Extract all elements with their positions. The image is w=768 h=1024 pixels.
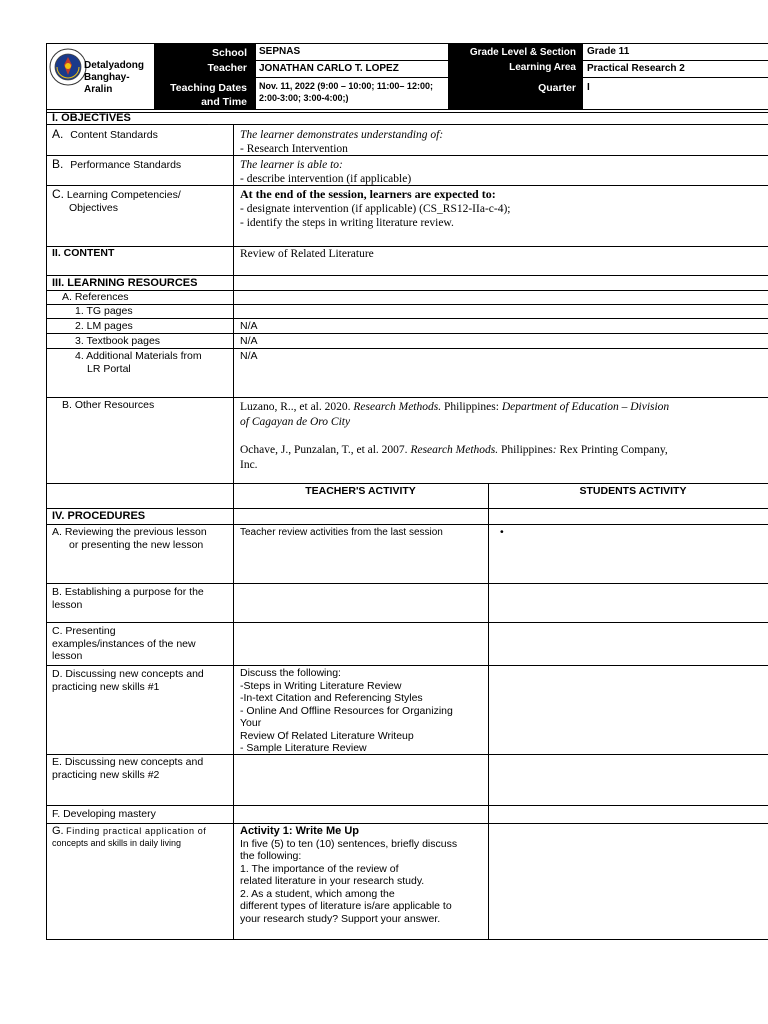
procedure-a-teacher: Teacher review activities from the last session <box>240 527 443 538</box>
references-label: A. References <box>62 291 129 303</box>
grade-value: Grade 11 <box>587 46 630 57</box>
content-standards-label: A. Content Standards <box>52 127 158 141</box>
procedure-d-label: D. Discussing new concepts and practicing new skills #1 <box>52 668 204 693</box>
performance-standards-label: B. Performance Standards <box>52 157 182 171</box>
procedure-f-label: F. Developing mastery <box>52 808 156 820</box>
procedure-e-label: E. Discussing new concepts and practicing new skills #2 <box>52 756 204 781</box>
textbook-pages-value: N/A <box>240 335 258 347</box>
objectives-heading: I. OBJECTIVES <box>52 112 131 124</box>
grade-level-label: Grade Level & Section <box>469 47 576 58</box>
students-activity-header: STUDENTS ACTIVITY <box>579 485 687 497</box>
additional-materials-label: 4. Additional Materials from LR Portal <box>75 350 202 375</box>
learning-competencies-label: C. Learning Competencies/ Objectives <box>52 187 181 214</box>
performance-standards-value: The learner is able to: - describe intervention (if applicable) <box>240 159 412 185</box>
teaching-time-label: and Time <box>201 96 247 108</box>
teaching-dates-label: Teaching Dates <box>170 82 247 94</box>
additional-materials-value: N/A <box>240 350 258 362</box>
lm-pages-value: N/A <box>240 320 258 332</box>
textbook-pages-label: 3. Textbook pages <box>75 335 161 347</box>
school-value: SEPNAS <box>259 46 301 57</box>
quarter-label: Quarter <box>538 82 576 94</box>
procedure-c-label: C. Presenting examples/instances of the new lesson <box>52 625 196 662</box>
reference-2: Ochave, J., Punzalan, T., et al. 2007. Research Methods. Philippines: Rex Printing Company, Inc. <box>240 444 668 471</box>
learning-area-label: Learning Area <box>509 62 576 73</box>
activity-title: Activity 1: Write Me Up <box>240 825 359 837</box>
learning-resources-heading: III. LEARNING RESOURCES <box>52 277 198 289</box>
other-resources-label: B. Other Resources <box>62 399 155 411</box>
lm-pages-label: 2. LM pages <box>75 320 133 332</box>
procedure-a-label: A. Reviewing the previous lesson or presenting the new lesson <box>52 526 207 551</box>
procedures-heading: IV. PROCEDURES <box>52 510 146 522</box>
procedure-g-teacher: Activity 1: Write Me Up In five (5) to ten (10) sentences, briefly discuss the following: 1. The importance of the review of related literature in your research study. 2. As a student, which among the different types of literature is/are applicable to your research study? Support your answer. <box>240 825 458 925</box>
procedure-b-label: B. Establishing a purpose for the lesson <box>52 586 204 611</box>
procedure-d-teacher: Discuss the following: -Steps in Writing Literature Review -In-text Citation and Referencing Styles - Online And Offline Resources for Organizing Your Review Of Related Literature Writeup - Sample Literature Review <box>240 667 453 754</box>
school-label: School <box>211 47 247 59</box>
learning-competencies-value: At the end of the session, learners are expected to: - designate intervention (if applicable) (CS_RS12-IIa-c-4); - identify the steps in writing literature review. <box>240 187 511 229</box>
reference-1: Luzano, R.., et al. 2020. Research Methods. Philippines: Department of Education – Division of Cagayan de Oro City <box>240 401 670 428</box>
learning-area-value: Practical Research 2 <box>587 63 685 74</box>
teacher-label: Teacher <box>207 62 247 74</box>
content-heading: II. CONTENT <box>52 247 115 259</box>
teacher-value: JONATHAN CARLO T. LOPEZ <box>259 63 399 74</box>
logo-title: Detalyadong Banghay- Aralin <box>84 60 145 95</box>
content-standards-value: The learner demonstrates understanding of: - Research Intervention <box>240 129 444 155</box>
teaching-dates-value: Nov. 11, 2022 (9:00 – 10:00; 11:00– 12:00; 2:00-3:00; 3:00-4:00;) <box>259 81 433 103</box>
deped-seal-logo <box>48 45 88 89</box>
content-value: Review of Related Literature <box>240 248 374 260</box>
procedure-g-label: G. Finding practical application of concepts and skills in daily living <box>52 825 207 848</box>
quarter-value: I <box>587 82 590 93</box>
tg-pages-label: 1. TG pages <box>75 305 133 317</box>
teacher-activity-header: TEACHER'S ACTIVITY <box>305 485 416 497</box>
procedure-a-student: • <box>500 526 504 538</box>
